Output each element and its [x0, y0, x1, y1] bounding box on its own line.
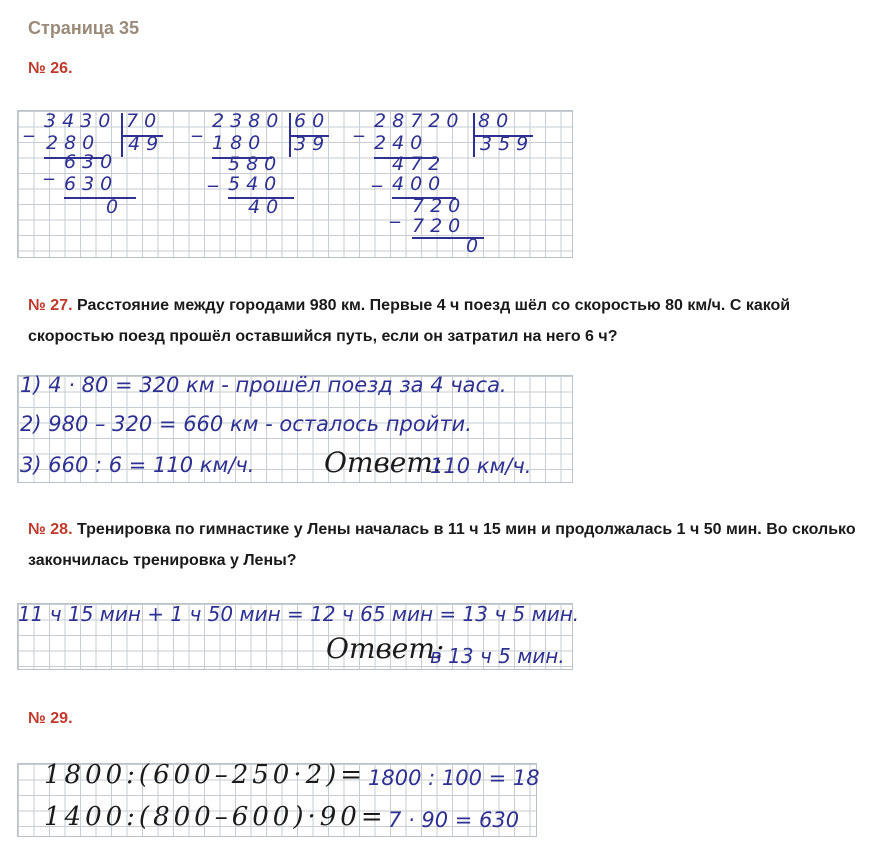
remainder-1: 580	[228, 153, 283, 175]
dividend: 3430	[44, 110, 117, 132]
dividend: 2380	[212, 110, 285, 132]
task-29-grid	[17, 760, 540, 837]
final-remainder: 0	[106, 196, 119, 218]
task-27-grid	[17, 375, 573, 483]
solution-line-2: 2) 980 – 320 = 660 км - осталось пройти.	[20, 412, 472, 436]
task-27-question: Расстояние между городами 980 км. Первые 4 ч поезд шёл со скоростью 80 км/ч. С какой скоростью поезд прошёл оставшийся путь, если он затратил на него 6 ч?	[28, 297, 791, 345]
quotient: 49	[128, 133, 165, 155]
minus-sign: _	[44, 156, 54, 180]
task-28-number: № 28.	[28, 521, 73, 538]
minus-sign: _	[390, 199, 400, 223]
divisor: 80	[478, 110, 515, 132]
subtrahend-2: 540	[228, 173, 283, 195]
expression-1-result: 1800 : 100 = 18	[368, 766, 540, 790]
remainder-2: 720	[412, 195, 467, 217]
answer-word: Ответ:	[324, 446, 443, 479]
subtrahend-3: 720	[412, 215, 467, 237]
underline-2	[64, 197, 136, 199]
expression-2-result: 7 · 90 = 630	[388, 808, 520, 832]
dividend: 28720	[374, 110, 465, 132]
solution-line-1: 11 ч 15 мин + 1 ч 50 мин = 12 ч 65 мин = 13 ч 5 мин.	[18, 602, 580, 626]
task-27-number: № 27.	[28, 297, 73, 314]
page-title: Страница 35	[28, 18, 140, 38]
task-27-text	[28, 290, 858, 352]
minus-sign: _	[372, 163, 382, 187]
answer-value: в 13 ч 5 мин.	[430, 644, 565, 668]
divisor: 60	[294, 110, 331, 132]
task-29-number: № 29.	[28, 710, 73, 727]
minus-sign: _	[208, 163, 218, 187]
quotient: 359	[480, 133, 535, 155]
final-remainder: 40	[248, 196, 285, 218]
task-28-question: Тренировка по гимнастике у Лены началась в 11 ч 15 мин и продолжалась 1 ч 50 мин. Во сколько закончилась тренировка у Лены?	[28, 521, 856, 569]
remainder-1: 630	[64, 151, 119, 173]
minus-sign: _	[354, 113, 364, 137]
solution-line-3: 3) 660 : 6 = 110 км/ч.	[20, 453, 255, 477]
task-26-number: № 26.	[28, 60, 73, 77]
task-28-grid	[17, 602, 580, 670]
expression-2-printed: 1400:(800–600)·90=	[44, 802, 387, 832]
divisor: 70	[126, 110, 163, 132]
answer-word: Ответ:	[326, 632, 445, 665]
subtrahend-2: 400	[392, 173, 447, 195]
task-28-text	[28, 514, 858, 576]
subtrahend-1: 240	[374, 132, 429, 154]
final-remainder: 0	[466, 235, 479, 257]
subtrahend-1: 280	[46, 132, 101, 154]
subtrahend-2: 630	[64, 173, 119, 195]
subtrahend-1: 180	[212, 132, 267, 154]
answer-value: 110 км/ч.	[430, 454, 532, 478]
minus-sign: _	[192, 113, 202, 137]
task-26-grid	[17, 110, 573, 258]
minus-sign: _	[24, 113, 34, 137]
solution-line-1: 1) 4 · 80 = 320 км - прошёл поезд за 4 часа.	[20, 373, 507, 397]
quotient: 39	[294, 133, 331, 155]
expression-1-printed: 1800:(600–250·2)=	[44, 760, 367, 790]
remainder-1: 472	[392, 153, 447, 175]
